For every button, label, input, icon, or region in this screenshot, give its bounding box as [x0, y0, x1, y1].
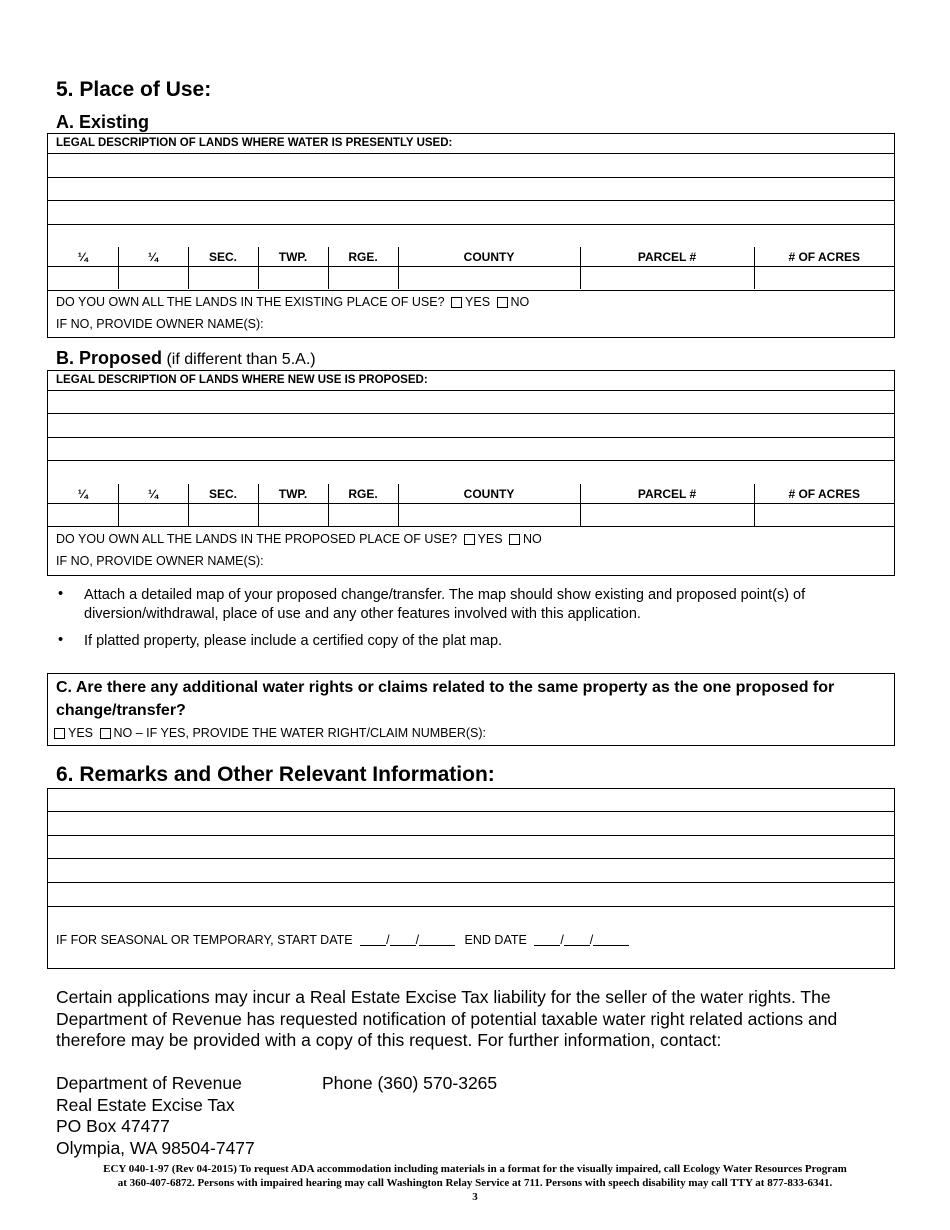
divider: [48, 290, 894, 291]
footer-line-2: at 360-407-6872. Persons with impaired hearing may call Washington Relay Service at 711. Persons with speech disability may call TTY at 877-833-6341.: [117, 1177, 833, 1189]
parcel-field[interactable]: [580, 267, 754, 290]
contact-line: Olympia, WA 98504-7477: [56, 1137, 255, 1158]
proposed-land-table: [48, 484, 894, 526]
acres-field[interactable]: [754, 504, 894, 527]
existing-own-question-row: [56, 295, 529, 309]
divider: [48, 413, 894, 414]
divider: [48, 882, 894, 883]
col-county: COUNTY: [398, 247, 580, 267]
map-instruction: Attach a detailed map of your proposed change/transfer. The map should show existing and proposed point(s) of diversion/withdrawal, place of use and any other features involved with this application.: [84, 587, 806, 622]
date-separator: /: [386, 933, 390, 947]
bullet-icon: •: [58, 632, 64, 648]
date-separator: /: [560, 933, 564, 947]
proposed-no-checkbox[interactable]: [509, 534, 520, 545]
no-label: NO – IF YES, PROVIDE THE WATER RIGHT/CLAIM NUMBER(S):: [113, 726, 486, 740]
sec-field[interactable]: [188, 504, 258, 527]
rge-field[interactable]: [328, 267, 398, 290]
existing-heading: A. Existing: [56, 112, 150, 132]
quarter-2-field[interactable]: [118, 267, 188, 290]
proposed-table-input-row: [48, 504, 894, 527]
page-number: 3: [472, 1191, 478, 1203]
divider: [48, 437, 894, 438]
divider: [48, 906, 894, 907]
additional-rights-box: [47, 673, 895, 746]
existing-table-input-row: [48, 267, 894, 290]
end-month-field[interactable]: [534, 933, 560, 946]
existing-place-of-use-box: [47, 133, 895, 338]
date-separator: /: [589, 933, 594, 947]
existing-yes-checkbox[interactable]: [451, 297, 462, 308]
col-rge: RGE.: [328, 247, 398, 267]
yes-label: YES: [465, 295, 491, 309]
existing-owner-label: IF NO, PROVIDE OWNER NAME(S):: [56, 317, 264, 331]
divider: [48, 153, 894, 154]
contact-line: Real Estate Excise Tax: [56, 1094, 235, 1115]
existing-own-question: DO YOU OWN ALL THE LANDS IN THE EXISTING PLACE OF USE?: [56, 295, 445, 309]
no-label: NO: [510, 295, 530, 309]
col-twp: TWP.: [258, 484, 328, 504]
county-field[interactable]: [398, 504, 580, 527]
section-5-title: 5. Place of Use:: [56, 78, 212, 101]
contact-line: PO Box 47477: [56, 1116, 170, 1136]
divider: [48, 460, 894, 461]
end-date-label: END DATE: [464, 933, 527, 947]
acres-field[interactable]: [754, 267, 894, 290]
col-rge: RGE.: [328, 484, 398, 504]
bullet-icon: •: [58, 586, 64, 602]
divider: [48, 224, 894, 225]
date-separator: /: [415, 933, 420, 947]
divider: [48, 858, 894, 859]
sec-field[interactable]: [188, 267, 258, 290]
seasonal-dates-row: [56, 933, 629, 947]
tax-notice: Certain applications may incur a Real Estate Excise Tax liability for the seller of the water rights. The Department of Revenue has requested notification of potential taxable water right related actions and therefore may be provided with a copy of this request. For further information, contact:: [56, 987, 838, 1050]
col-sec: SEC.: [188, 484, 258, 504]
contact-line: Department of Revenue: [56, 1073, 242, 1093]
quarter-1-field[interactable]: [48, 267, 118, 290]
quarter-2-field[interactable]: [118, 504, 188, 527]
divider: [48, 811, 894, 812]
proposed-own-question-row: [56, 532, 542, 546]
proposed-heading: B. Proposed: [56, 348, 163, 368]
existing-legal-header: LEGAL DESCRIPTION OF LANDS WHERE WATER IS PRESENTLY USED:: [56, 137, 453, 149]
col-quarter-2: ¼: [118, 484, 188, 504]
twp-field[interactable]: [258, 267, 328, 290]
proposed-legal-header: LEGAL DESCRIPTION OF LANDS WHERE NEW USE IS PROPOSED:: [56, 374, 428, 386]
existing-land-table: [48, 247, 894, 289]
start-day-field[interactable]: [390, 933, 416, 946]
proposed-own-question: DO YOU OWN ALL THE LANDS IN THE PROPOSED PLACE OF USE?: [56, 532, 458, 546]
end-year-field[interactable]: [593, 933, 629, 946]
parcel-field[interactable]: [580, 504, 754, 527]
end-day-field[interactable]: [564, 933, 590, 946]
additional-rights-question: C. Are there any additional water rights or claims related to the same property as the one proposed for change/transfer?: [56, 679, 835, 719]
existing-no-checkbox[interactable]: [497, 297, 508, 308]
additional-rights-answer-row: [54, 726, 486, 740]
col-acres: # OF ACRES: [754, 247, 894, 267]
divider: [48, 177, 894, 178]
col-county: COUNTY: [398, 484, 580, 504]
col-parcel: PARCEL #: [580, 484, 754, 504]
yes-label: YES: [68, 726, 94, 740]
additional-no-checkbox[interactable]: [100, 728, 111, 739]
col-twp: TWP.: [258, 247, 328, 267]
county-field[interactable]: [398, 267, 580, 290]
divider: [48, 526, 894, 527]
col-quarter-1: ¼: [48, 484, 118, 504]
proposed-place-of-use-box: [47, 370, 895, 576]
proposed-heading-row: [56, 348, 316, 369]
no-label: NO: [523, 532, 542, 546]
start-date-label: IF FOR SEASONAL OR TEMPORARY, START DATE: [56, 933, 353, 947]
footer: [40, 1162, 910, 1204]
proposed-owner-label: IF NO, PROVIDE OWNER NAME(S):: [56, 554, 264, 568]
yes-label: YES: [477, 532, 503, 546]
proposed-table-header-row: [48, 484, 894, 504]
col-parcel: PARCEL #: [580, 247, 754, 267]
col-quarter-1: ¼: [48, 247, 118, 267]
proposed-heading-note: (if different than 5.A.): [166, 351, 316, 368]
divider: [48, 390, 894, 391]
twp-field[interactable]: [258, 504, 328, 527]
col-acres: # OF ACRES: [754, 484, 894, 504]
divider: [48, 835, 894, 836]
start-month-field[interactable]: [360, 933, 386, 946]
section-6-title: 6. Remarks and Other Relevant Information:: [56, 763, 495, 786]
contact-address: [56, 1073, 255, 1159]
additional-yes-checkbox[interactable]: [54, 728, 65, 739]
remarks-box: [47, 788, 895, 969]
existing-table-header-row: [48, 247, 894, 267]
contact-phone: Phone (360) 570-3265: [322, 1073, 498, 1093]
quarter-1-field[interactable]: [48, 504, 118, 527]
col-sec: SEC.: [188, 247, 258, 267]
col-quarter-2: ¼: [118, 247, 188, 267]
start-year-field[interactable]: [419, 933, 455, 946]
rge-field[interactable]: [328, 504, 398, 527]
proposed-yes-checkbox[interactable]: [464, 534, 475, 545]
plat-instruction: If platted property, please include a certified copy of the plat map.: [84, 633, 503, 649]
divider: [48, 200, 894, 201]
footer-line-1: ECY 040-1-97 (Rev 04-2015) To request ADA accommodation including materials in a format for the visually impaired, call Ecology Water Resources Program: [103, 1163, 847, 1175]
